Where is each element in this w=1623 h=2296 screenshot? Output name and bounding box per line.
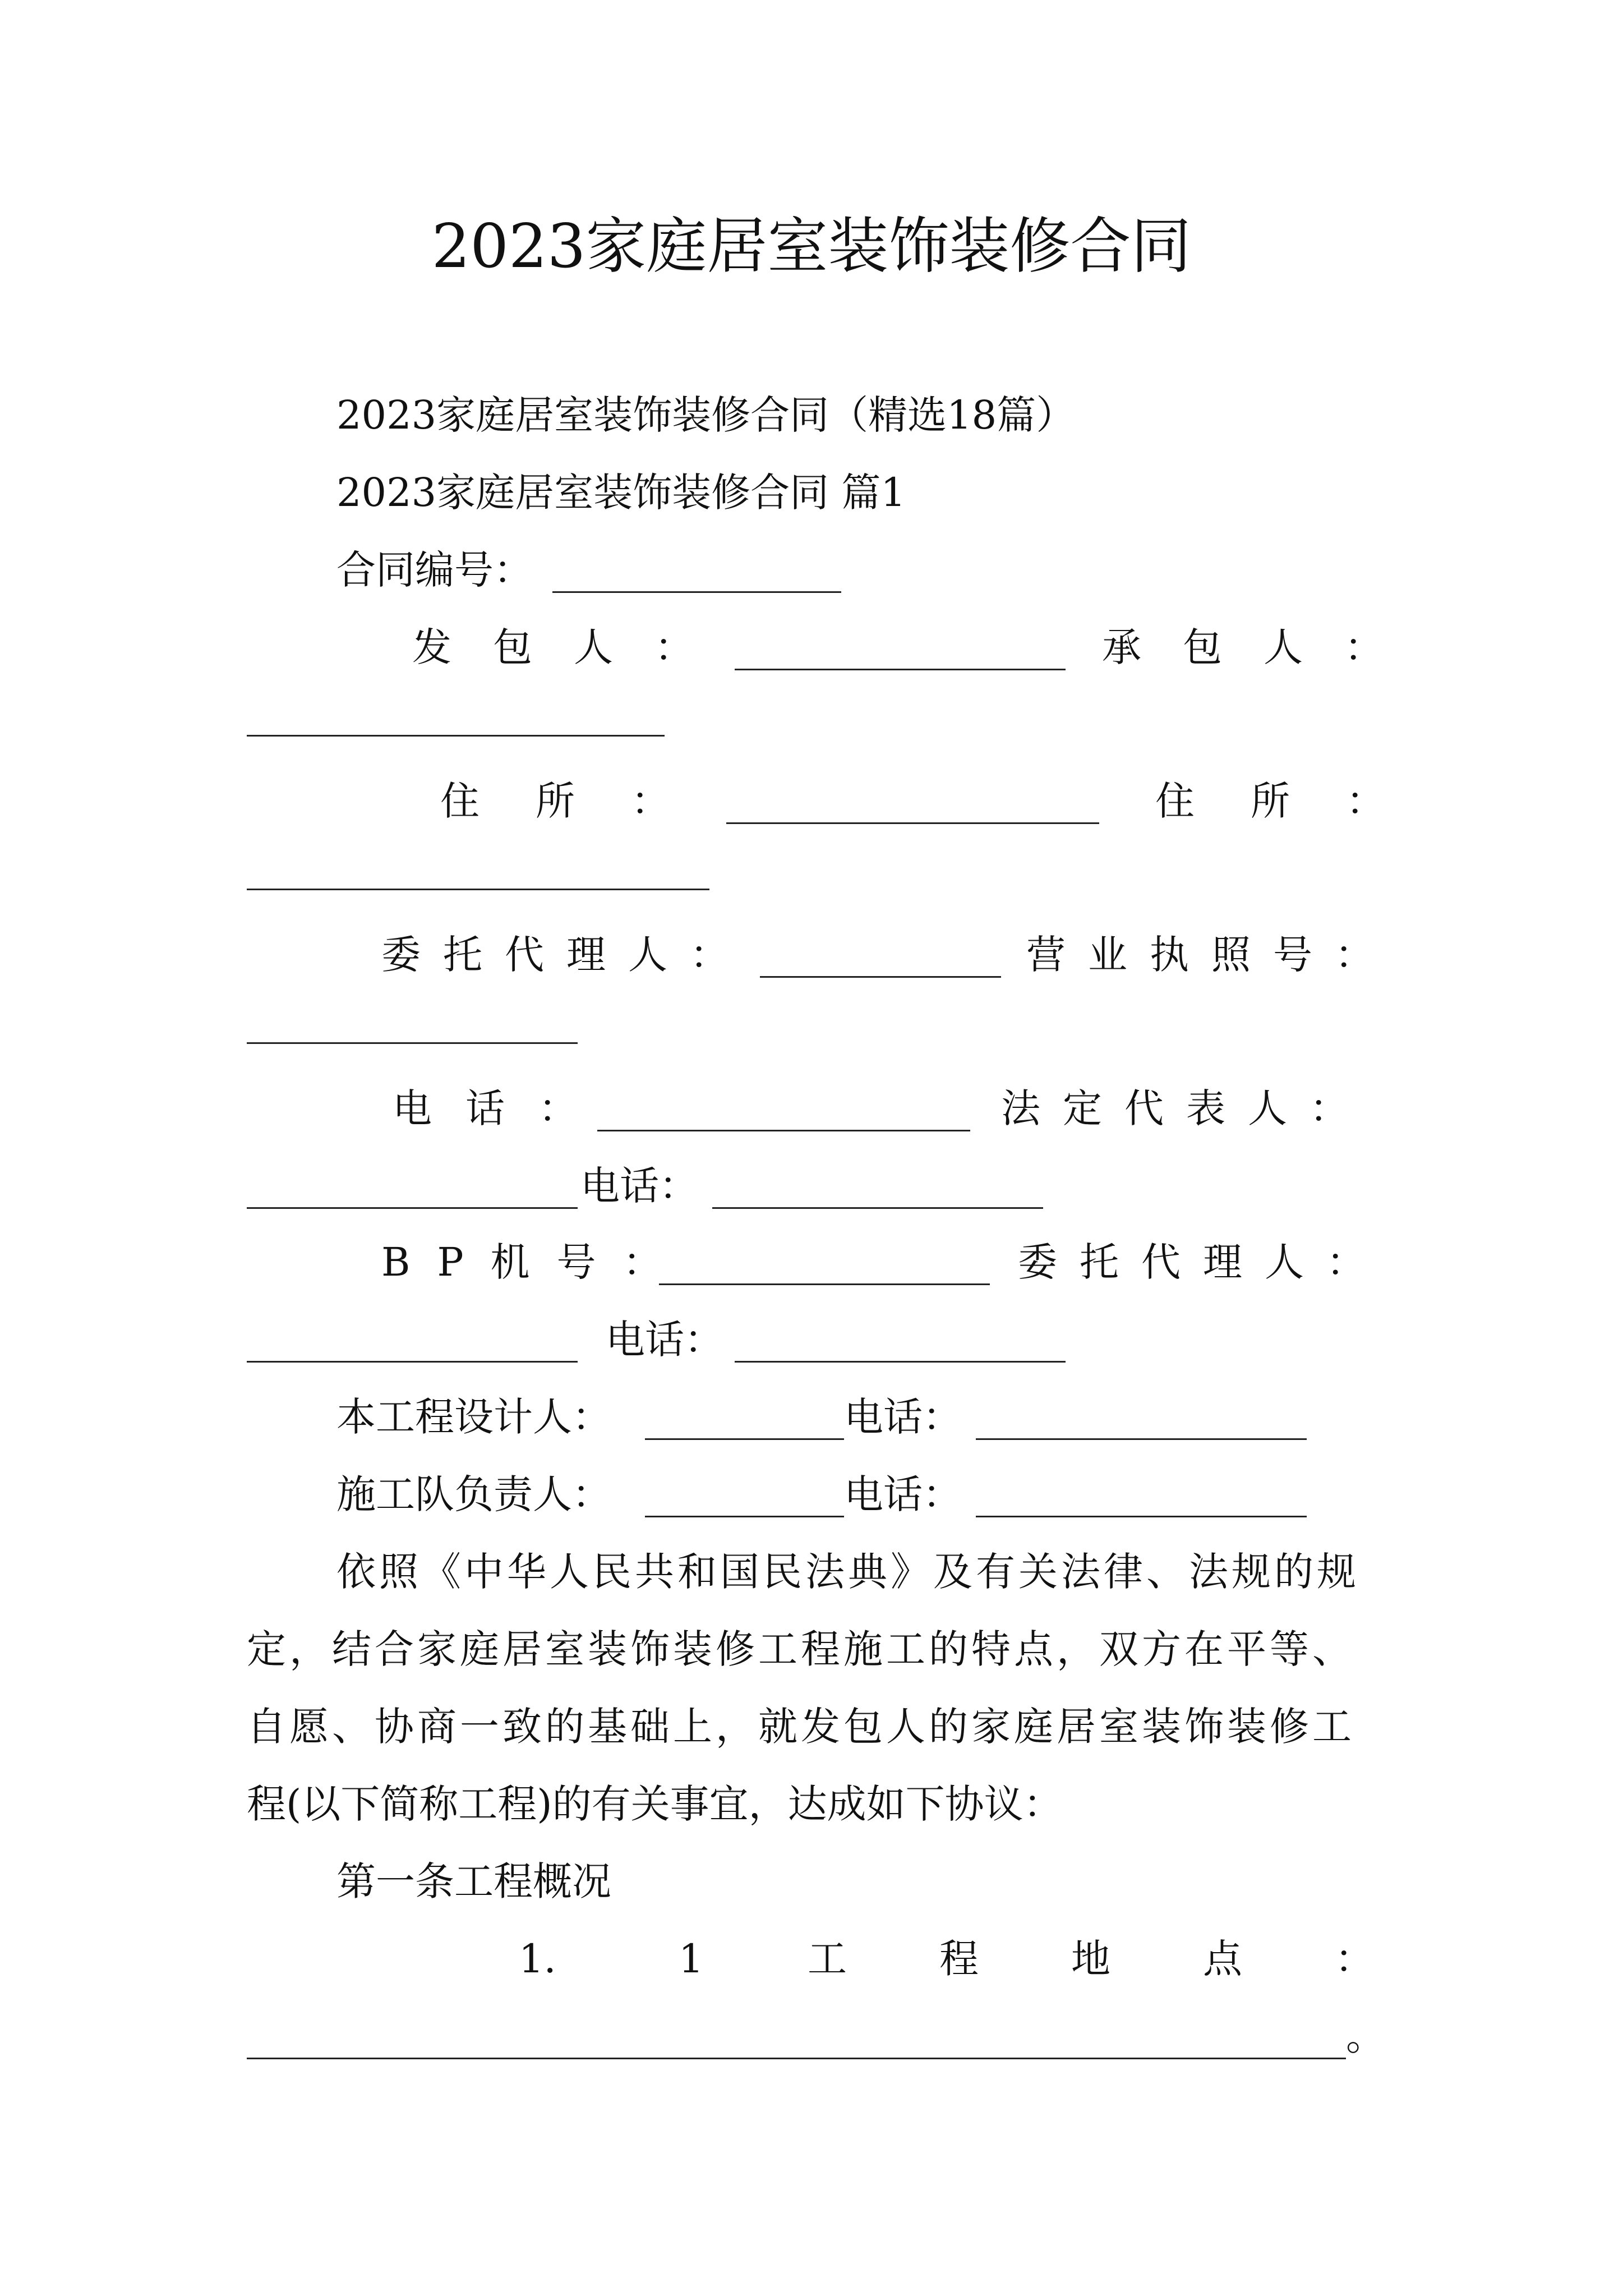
item-end-mark: 。 xyxy=(1346,2013,1385,2059)
contractor-agent-label: 委托代理人： xyxy=(1018,1239,1388,1285)
contractor-agent-blank[interactable] xyxy=(247,1361,578,1363)
contractor-blank-line xyxy=(0,685,1623,747)
contractor-agent-blank-line xyxy=(0,1312,1623,1373)
contractor-address-blank[interactable] xyxy=(247,889,709,890)
leader-line xyxy=(0,1466,1623,1528)
item-number: 1. xyxy=(519,1936,556,1982)
license-blank[interactable] xyxy=(247,1042,578,1044)
paragraph-text: 程(以下简称工程)的有关事宜，达成如下协议： xyxy=(247,1781,1063,1827)
employer-blank[interactable] xyxy=(735,669,1066,670)
license-label: 营业执照号： xyxy=(1026,932,1396,978)
contractor-blank[interactable] xyxy=(247,735,665,737)
contract-number-label: 合同编号： xyxy=(336,547,533,593)
designer-phone-label: 电话： xyxy=(844,1394,962,1440)
work-location-blank[interactable] xyxy=(247,2058,1346,2059)
item-1-1-line xyxy=(0,1931,1623,1993)
contractor-phone-blank[interactable] xyxy=(712,1207,1043,1209)
paragraph-line xyxy=(0,1544,1623,1600)
contractor-label: 承包人： xyxy=(1102,624,1425,670)
item-label: 工程地点 xyxy=(808,1936,1335,1982)
designer-line xyxy=(0,1389,1623,1451)
agent-phone-blank[interactable] xyxy=(735,1361,1066,1363)
license-blank-line xyxy=(0,993,1623,1055)
contractor-address-blank-line xyxy=(0,839,1623,901)
bp-line xyxy=(0,1234,1623,1296)
contract-number-blank[interactable] xyxy=(552,591,841,593)
party-line xyxy=(0,619,1623,681)
article-1-heading: 第一条工程概况 xyxy=(336,1858,611,1904)
item-subnumber: 1 xyxy=(679,1936,704,1982)
subtitle-line xyxy=(0,387,1623,449)
leader-phone-blank[interactable] xyxy=(976,1516,1307,1517)
paragraph-text: 依照《中华人民共和国民法典》及有关法律、法规的规 xyxy=(336,1549,1359,1595)
designer-phone-blank[interactable] xyxy=(976,1438,1307,1440)
employer-phone-blank[interactable] xyxy=(597,1130,970,1131)
agent-label: 委托代理人： xyxy=(381,932,751,978)
leader-blank[interactable] xyxy=(645,1516,844,1517)
address-line xyxy=(0,773,1623,835)
contractor-address-label: 住所： xyxy=(1155,778,1441,824)
employer-phone-label: 电话： xyxy=(393,1085,611,1131)
employer-address-blank[interactable] xyxy=(726,822,1099,824)
paragraph-line xyxy=(0,1621,1623,1677)
employer-label: 发包人： xyxy=(412,624,735,670)
paragraph-line xyxy=(0,1699,1623,1755)
section-heading-line xyxy=(0,464,1623,526)
contract-number-line xyxy=(0,542,1623,604)
designer-label: 本工程设计人： xyxy=(336,1394,611,1440)
section-heading: 2023家庭居室装饰装修合同 篇1 xyxy=(336,470,906,516)
leader-phone-label: 电话： xyxy=(844,1471,962,1517)
document-title: 2023家庭居室装饰装修合同 xyxy=(431,211,1192,282)
agent-blank[interactable] xyxy=(760,976,1001,978)
paragraph-text: 自愿、协商一致的基础上，就发包人的家庭居室装饰装修工 xyxy=(247,1704,1355,1750)
bp-label: BP机号： xyxy=(381,1239,689,1285)
designer-blank[interactable] xyxy=(645,1438,844,1440)
legal-rep-label: 法定代表人： xyxy=(1001,1085,1371,1131)
article-1-line xyxy=(0,1853,1623,1915)
agent-phone-label: 电话： xyxy=(606,1317,723,1363)
legal-rep-blank[interactable] xyxy=(247,1207,578,1209)
employer-address-label: 住所： xyxy=(440,778,726,824)
legal-rep-blank-line xyxy=(0,1158,1623,1220)
paragraph-line xyxy=(0,1776,1623,1832)
contractor-phone-label: 电话： xyxy=(580,1163,698,1209)
paragraph-text: 定，结合家庭居室装饰装修工程施工的特点，双方在平等、 xyxy=(247,1626,1355,1672)
item-1-1-blank-line xyxy=(0,2008,1623,2070)
subtitle: 2023家庭居室装饰装修合同（精选18篇） xyxy=(336,392,1076,438)
bp-blank[interactable] xyxy=(659,1283,990,1285)
phone-legal-line xyxy=(0,1080,1623,1142)
item-colon: ： xyxy=(1335,1936,1374,1982)
agent-line xyxy=(0,927,1623,988)
leader-label: 施工队负责人： xyxy=(336,1471,611,1517)
